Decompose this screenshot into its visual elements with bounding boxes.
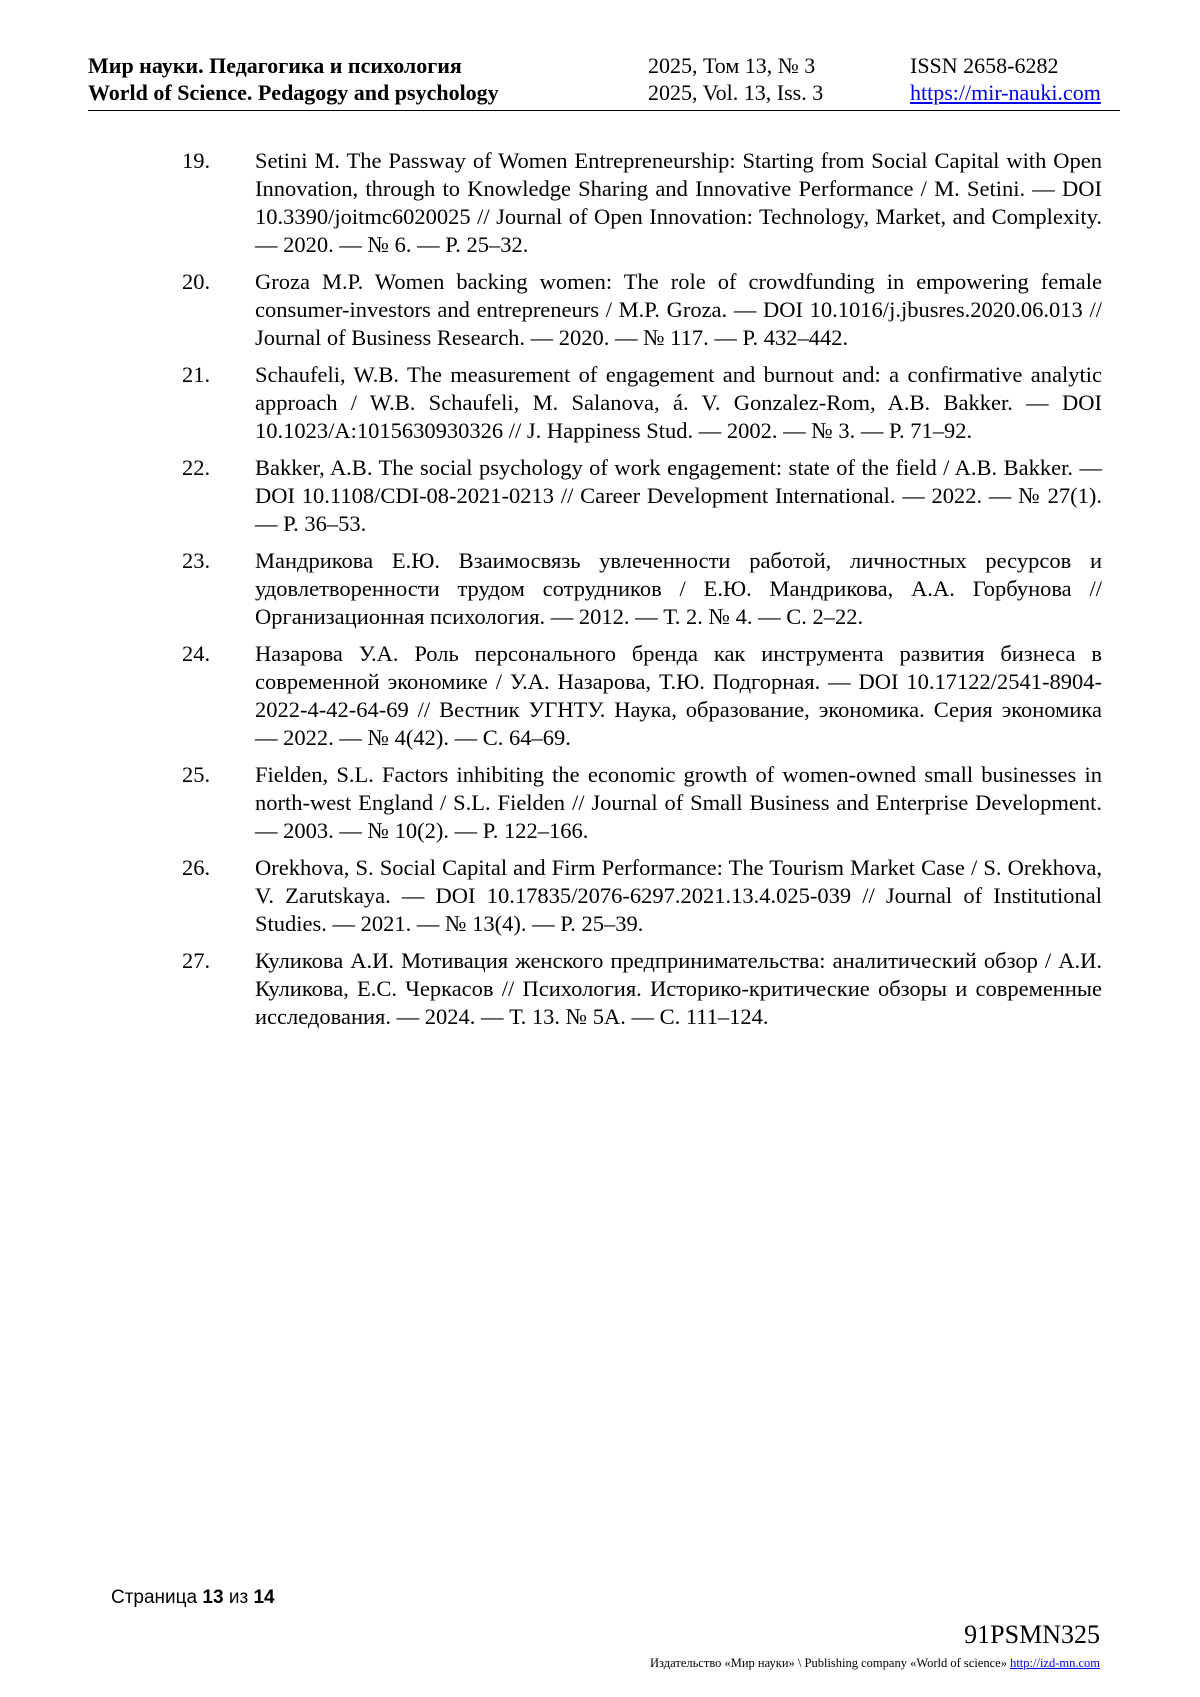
reference-number: 23. — [182, 548, 211, 573]
article-code: 91PSMN325 — [964, 1620, 1100, 1649]
reference-item — [182, 761, 1102, 845]
page-header — [88, 52, 1120, 111]
reference-text: Setini M. The Passway of Women Entrepreneurship: Starting from Social Capital with Open Innovation, through to Knowledge Sharing and Innovative Performance / M. Setini. — DOI 10.3390/joitmc6020025 // Journal of Open Innovation: Technology, Market, and Complexity. — 2020. — № 6. — P. 25–32. — [255, 148, 1102, 257]
publisher-url-link[interactable]: http://izd-mn.com — [1010, 1656, 1100, 1670]
publisher-text: Издательство «Мир науки» \ Publishing company «World of science» — [650, 1656, 1011, 1670]
journal-title-ru: Мир науки. Педагогика и психология — [88, 53, 462, 78]
publisher-line — [650, 1656, 1100, 1671]
reference-item — [182, 147, 1102, 259]
reference-text: Bakker, A.B. The social psychology of work engagement: state of the field / A.B. Bakker. — DOI 10.1108/CDI-08-2021-0213 // Career Development International. — 2022. — № 27(1). — P. 36–53. — [255, 455, 1102, 536]
reference-item — [182, 854, 1102, 938]
reference-text: Fielden, S.L. Factors inhibiting the economic growth of women-owned small businesses in north-west England / S.L. Fielden // Journal of Small Business and Enterprise Development. — 2003. — № 10(2). — P. 122–166. — [255, 762, 1102, 843]
reference-number: 19. — [182, 148, 211, 173]
reference-item — [182, 361, 1102, 445]
reference-text: Schaufeli, W.B. The measurement of engagement and burnout and: a confirmative analytic approach / W.B. Schaufeli, M. Salanova, á. V. Gonzalez-Rom, A.B. Bakker. — DOI 10.1023/A:1015630930326 // J. Happiness Stud. — 2002. — № 3. — P. 71–92. — [255, 362, 1102, 443]
reference-text: Groza M.P. Women backing women: The role of crowdfunding in empowering female consumer-investors and entrepreneurs / M.P. Groza. — DOI 10.1016/j.jbusres.2020.06.013 // Journal of Business Research. — 2020. — № 117. — P. 432–442. — [255, 269, 1102, 350]
issue-info-en: 2025, Vol. 13, Iss. 3 — [648, 80, 824, 105]
reference-item — [182, 547, 1102, 631]
page-number — [111, 1587, 275, 1609]
reference-text: Назарова У.А. Роль персонального бренда как инструмента развития бизнеса в современной экономике / У.А. Назарова, Т.Ю. Подгорная. — DOI 10.17122/2541-8904-2022-4-42-64-69 // Вестник УГНТУ. Наука, образование, экономика. Серия экономика — 2022. — № 4(42). — С. 64–69. — [255, 641, 1102, 750]
issue-info-block — [648, 52, 823, 106]
reference-text: Куликова А.И. Мотивация женского предпринимательства: аналитический обзор / А.И. Куликова, Е.С. Черкасов // Психология. Историко-критические обзоры и современные исследования. — 2024. — Т. 13. № 5А. — С. 111–124. — [255, 948, 1102, 1029]
reference-text: Orekhova, S. Social Capital and Firm Performance: The Tourism Market Case / S. Orekhova, V. Zarutskaya. — DOI 10.17835/2076-6297.2021.13.4.025-039 // Journal of Institutional Studies. — 2021. — № 13(4). — P. 25–39. — [255, 855, 1102, 936]
page-prefix: Страница — [111, 1587, 203, 1608]
reference-item — [182, 268, 1102, 352]
reference-item — [182, 947, 1102, 1031]
reference-list — [182, 147, 1102, 1040]
reference-number: 24. — [182, 641, 211, 666]
issn-block — [910, 52, 1101, 106]
reference-number: 27. — [182, 948, 211, 973]
reference-item — [182, 454, 1102, 538]
journal-title-en: World of Science. Pedagogy and psychology — [88, 80, 499, 105]
reference-text: Мандрикова Е.Ю. Взаимосвязь увлеченности работой, личностных ресурсов и удовлетворенности трудом сотрудников / Е.Ю. Мандрикова, А.А. Горбунова // Организационная психология. — 2012. — Т. 2. № 4. — С. 2–22. — [255, 548, 1102, 629]
reference-number: 26. — [182, 855, 211, 880]
page-current: 13 — [202, 1587, 224, 1608]
page-mid: из — [223, 1587, 254, 1608]
reference-number: 21. — [182, 362, 211, 387]
journal-title-block — [88, 52, 499, 106]
page-total: 14 — [253, 1587, 275, 1608]
journal-url-link[interactable]: https://mir-nauki.com — [910, 80, 1101, 105]
reference-number: 20. — [182, 269, 211, 294]
reference-number: 25. — [182, 762, 211, 787]
reference-number: 22. — [182, 455, 211, 480]
reference-item — [182, 640, 1102, 752]
issue-info-ru: 2025, Том 13, № 3 — [648, 53, 816, 78]
issn-label: ISSN 2658-6282 — [910, 53, 1059, 78]
